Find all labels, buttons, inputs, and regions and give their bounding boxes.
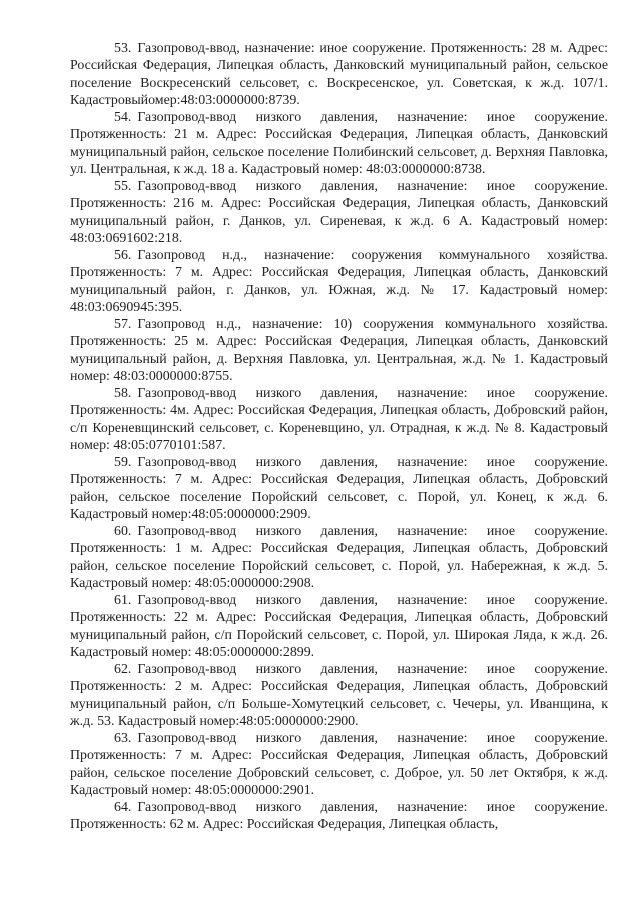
list-item-59 xyxy=(70,454,608,523)
item-number: 58. xyxy=(114,386,132,401)
item-number: 64. xyxy=(114,800,132,815)
list-item-54 xyxy=(70,109,608,178)
item-text: Газопровод-ввод низкого давления, назначение: иное сооружение. Протяженность: 2 м. Адрес: Российская Федерация, Липецкая область, Добровский муниципальный район, с/п Больше-Хомутецкий сельсовет, с. Чечеры, ул. Иванщина, к ж.д. 53. Кадастровый номер:48:05:0000000:2900. xyxy=(70,662,608,729)
item-text: Газопровод-ввод низкого давления, назначение: иное сооружение. Протяженность: 7 м. Адрес: Российская Федерация, Липецкая область, Добровский район, сельское поселение Поройский сельсовет, с. Порой, ул. Конец, к ж.д. 6. Кадастровый номер:48:05:0000000:2909. xyxy=(70,455,608,522)
item-text: Газопровод-ввод низкого давления, назначение: иное сооружение. Протяженность: 7 м. Адрес: Российская Федерация, Липецкая область, Добровский район, сельское поселение Добровский сельсовет, с. Доброе, ул. 50 лет Октября, к ж.д. Кадастровый номер: 48:05:0000000:2901. xyxy=(70,731,608,798)
item-text: Газопровод-ввод низкого давления, назначение: иное сооружение. Протяженность: 21 м. Адрес: Российская Федерация, Липецкая область, Данковский муниципальный район, сельское поселение Полибинский сельсовет, д. Верхняя Павловка, ул. Центральная, к ж.д. 18 а. Кадастровый номер: 48:03:0000000:8738. xyxy=(70,110,608,177)
list-item-61 xyxy=(70,592,608,661)
item-text: Газопровод н.д., назначение: сооружения коммунального хозяйства. Протяженность: 7 м. Адрес: Российская Федерация, Липецкая область, Данковский муниципальный район, г. Данков, ул. Южная, ж.д. № 17. Кадастровый номер: 48:03:0690945:395. xyxy=(70,248,608,315)
item-text: Газопровод-ввод низкого давления, назначение: иное сооружение. Протяженность: 4м. Адрес: Российская Федерация, Липецкая область, Добровский район, с/п Кореневщинский сельсовет, с. Кореневщино, ул. Отрадная, к ж.д. № 8. Кадастровый номер: 48:05:0770101:587. xyxy=(70,386,608,453)
list-item-63 xyxy=(70,730,608,799)
item-number: 55. xyxy=(114,179,132,194)
list-item-56 xyxy=(70,247,608,316)
item-number: 54. xyxy=(114,110,132,125)
item-text: Газопровод-ввод низкого давления, назначение: иное сооружение. Протяженность: 216 м. Адрес: Российская Федерация, Липецкая область, Данковский муниципальный район, г. Данков, ул. Сиреневая, к ж.д. 6 А. Кадастровый номер: 48:03:0691602:218. xyxy=(70,179,608,246)
list-item-57 xyxy=(70,316,608,385)
list-item-58 xyxy=(70,385,608,454)
item-text: Газопровод н.д., назначение: 10) сооружения коммунального хозяйства. Протяженность: 25 м. Адрес: Российская Федерация, Липецкая область, Данковский муниципальный район, д. Верхняя Павловка, ул. Центральная, ж.д. № 1. Кадастровый номер: 48:03:0000000:8755. xyxy=(70,317,608,384)
item-text: Газопровод-ввод низкого давления, назначение: иное сооружение. Протяженность: 1 м. Адрес: Российская Федерация, Липецкая область, Добровский район, сельское поселение Поройский сельсовет, с. Порой, ул. Набережная, к ж.д. 5. Кадастровый номер: 48:05:0000000:2908. xyxy=(70,524,608,591)
list-item-60 xyxy=(70,523,608,592)
list-item-62 xyxy=(70,661,608,730)
item-text: Газопровод-ввод низкого давления, назначение: иное сооружение. Протяженность: 62 м. Адрес: Российская Федерация, Липецкая область, xyxy=(70,800,608,833)
item-number: 57. xyxy=(114,317,132,332)
item-text: Газопровод-ввод, назначение: иное сооружение. Протяженность: 28 м. Адрес: Российская Федерация, Липецкая область, Данковский муниципальный район, сельское поселение Воскресенский сельсовет, с. Воскресенское, ул. Советская, к ж.д. 107/1. Кадастровыйомер:48:03:0000000:8739. xyxy=(70,41,608,108)
item-text: Газопровод-ввод низкого давления, назначение: иное сооружение. Протяженность: 22 м. Адрес: Российская Федерация, Липецкая область, Добровский муниципальный район, с/п Поройский сельсовет, с. Порой, ул. Широкая Ляда, к ж.д. 26. Кадастровый номер: 48:05:0000000:2899. xyxy=(70,593,608,660)
document-body xyxy=(70,40,608,834)
list-item-53 xyxy=(70,40,608,109)
item-number: 63. xyxy=(114,731,132,746)
item-number: 56. xyxy=(114,248,132,263)
item-number: 59. xyxy=(114,455,132,470)
list-item-64 xyxy=(70,799,608,834)
item-number: 60. xyxy=(114,524,132,539)
item-number: 62. xyxy=(114,662,132,677)
item-number: 61. xyxy=(114,593,132,608)
list-item-55 xyxy=(70,178,608,247)
item-number: 53. xyxy=(114,41,132,56)
